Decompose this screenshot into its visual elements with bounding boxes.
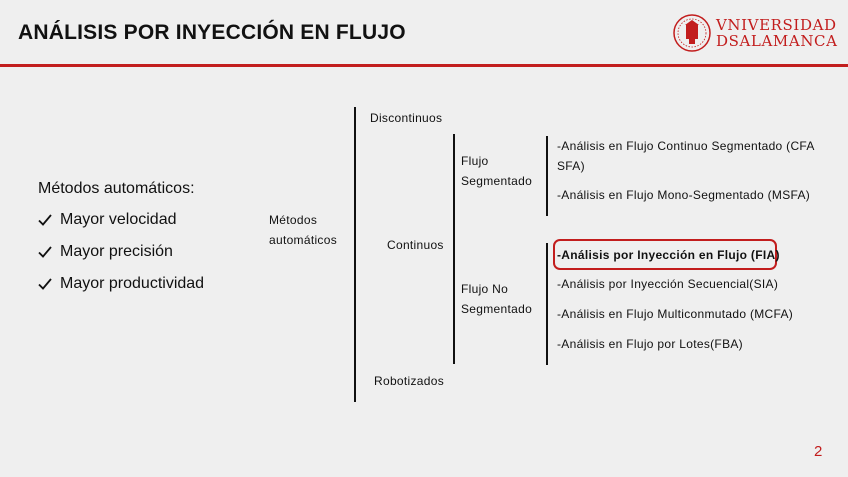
bracket-no-segmentado	[546, 243, 548, 365]
technique-fba: -Análisis en Flujo por Lotes(FBA)	[557, 337, 743, 351]
list-item-label: Mayor productividad	[60, 274, 205, 292]
university-seal-icon	[672, 13, 712, 53]
page-number: 2	[814, 443, 823, 460]
logo-line-2: DSALAMANCA	[716, 32, 838, 50]
bracket-segmentado	[546, 136, 548, 216]
technique-msfa: -Análisis en Flujo Mono-Segmentado (MSFA)	[557, 188, 811, 202]
bracket-level-2	[453, 134, 455, 364]
tree-root-label: Métodos automáticos	[269, 213, 337, 247]
technique-sia: -Análisis por Inyección Secuencial(SIA)	[557, 277, 779, 291]
check-icon	[38, 245, 52, 259]
check-icon	[38, 213, 52, 227]
slide-title: ANÁLISIS POR INYECCIÓN EN FLUJO	[18, 21, 406, 44]
advantages-heading: Métodos automáticos:	[38, 180, 195, 197]
technique-cfa: -Análisis en Flujo Continuo Segmentado (CFA SFA)	[557, 139, 815, 173]
advantages-list	[38, 180, 204, 305]
tree-node-continuos: Continuos	[387, 238, 444, 252]
tree-node-robotizados: Robotizados	[374, 374, 445, 388]
list-item	[38, 241, 204, 262]
tree-node-flujo-no-segmentado: Flujo No Segmentado	[461, 282, 533, 316]
list-item-label: Mayor precisión	[60, 242, 173, 260]
logo-line-1: VNIVERSIDAD	[716, 16, 837, 34]
title-divider	[0, 64, 848, 67]
technique-fia: -Análisis por Inyección en Flujo (FIA)	[557, 248, 780, 262]
university-logo	[672, 13, 838, 57]
check-icon	[38, 277, 52, 291]
list-item	[38, 273, 204, 294]
tree-node-flujo-segmentado: Flujo Segmentado	[461, 154, 533, 188]
bracket-level-1	[354, 107, 356, 402]
list-item	[38, 209, 204, 230]
tree-node-discontinuos: Discontinuos	[370, 111, 443, 125]
list-item-label: Mayor velocidad	[60, 210, 177, 228]
technique-mcfa: -Análisis en Flujo Multiconmutado (MCFA)	[557, 307, 794, 321]
